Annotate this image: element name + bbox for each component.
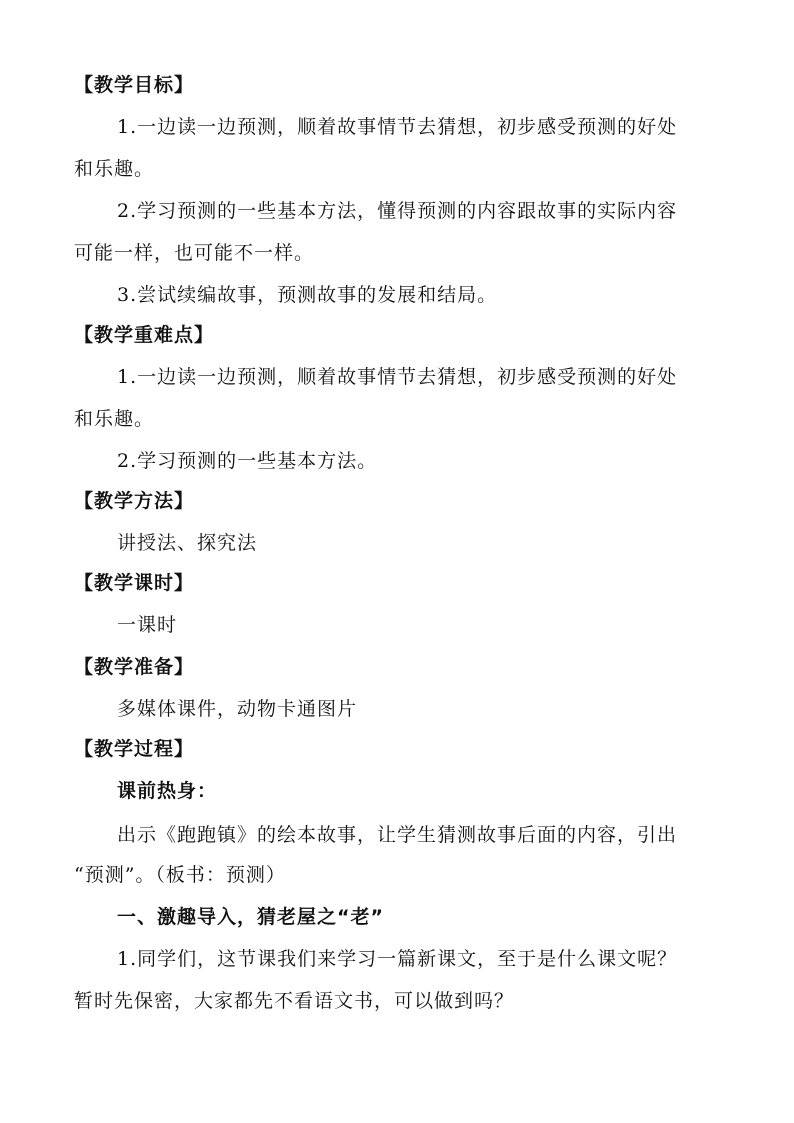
key-point-2-line-1: 2.学习预测的一些基本方法。 [117,450,378,472]
objective-1-line-2: 和乐趣。 [74,158,155,180]
preparation-heading: 【教学准备】 [74,656,195,678]
preparation-text: 多媒体课件，动物卡通图片 [117,698,358,720]
key-point-1-line-1: 1.一边读一边预测，顺着故事情节去猜想，初步感受预测的好处 [117,366,678,388]
methods-heading: 【教学方法】 [74,490,195,512]
objective-2-line-1: 2.学习预测的一些基本方法，懂得预测的内容跟故事的实际内容 [117,200,678,222]
methods-text: 讲授法、探究法 [117,532,258,554]
key-points-heading: 【教学重难点】 [74,324,215,346]
process-heading: 【教学过程】 [74,738,195,760]
key-point-1-line-2: 和乐趣。 [74,408,155,430]
objective-1-line-1: 1.一边读一边预测，顺着故事情节去猜想，初步感受预测的好处 [117,116,678,138]
step-1-line-1: 1.同学们，这节课我们来学习一篇新课文，至于是什么课文呢？ [117,948,678,970]
warmup-title: 课前热身： [117,780,218,802]
warmup-line-2: “预测”。（板书：预测） [74,864,286,886]
objective-2-line-2: 可能一样，也可能不一样。 [74,242,315,264]
objective-3-line-1: 3.尝试续编故事，预测故事的发展和结局。 [117,284,498,306]
objectives-heading: 【教学目标】 [74,74,195,96]
step-1-line-2: 暂时先保密，大家都先不看语文书，可以做到吗？ [74,990,515,1012]
hours-heading: 【教学课时】 [74,572,195,594]
section-1-title: 一、激趣导入，猜老屋之“老” [117,906,384,928]
hours-text: 一课时 [117,614,178,636]
warmup-line-1: 出示《跑跑镇》的绘本故事，让学生猜测故事后面的内容，引出 [117,824,678,846]
